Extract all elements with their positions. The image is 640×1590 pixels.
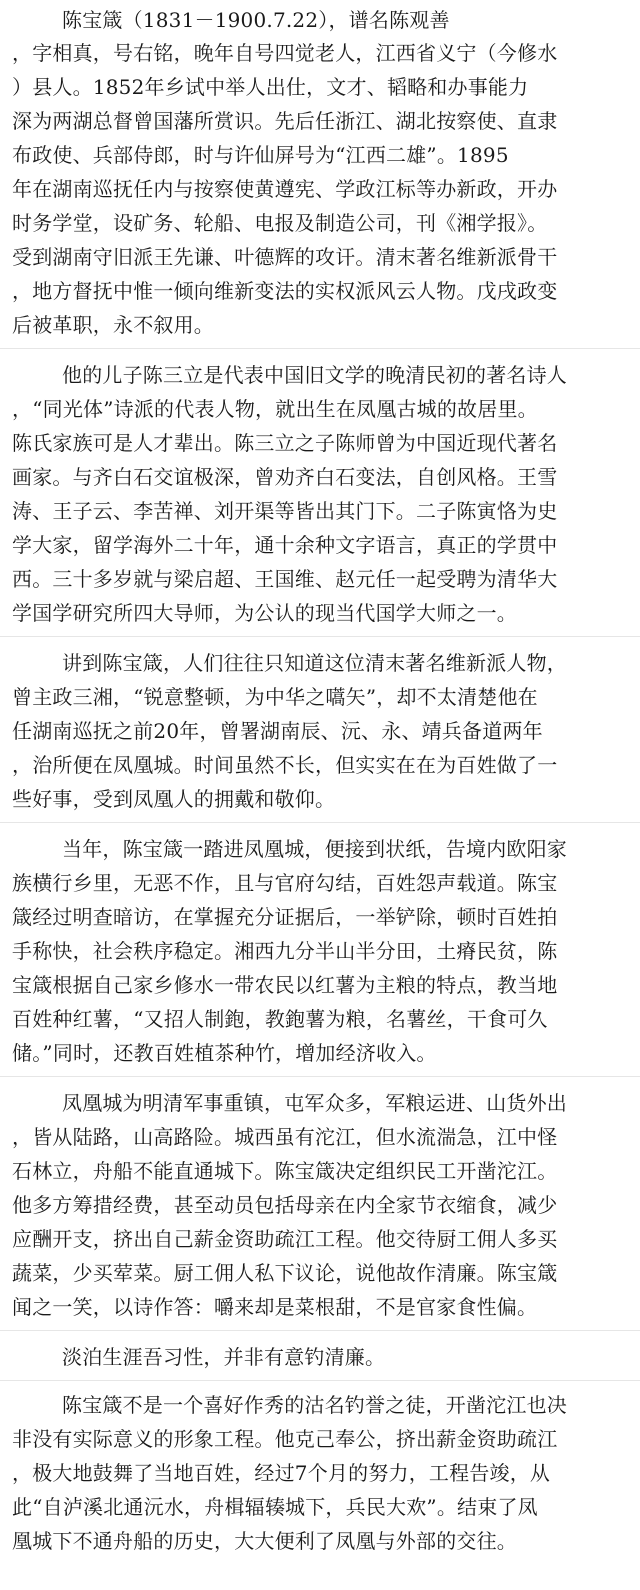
paragraph-line: 年在湖南巡抚任内与按察使黄遵宪、学政江标等办新政，开办 [12,177,558,201]
paragraph-divider [0,822,640,823]
paragraph-line: 学大家，留学海外二十年，通十余种文字语言，真正的学贯中 [12,533,558,557]
paragraph-line: 讲到陈宝箴，人们往往只知道这位清末著名维新派人物， [62,651,567,675]
paragraph-line: 箴经过明查暗访，在掌握充分证据后，一举铲除，顿时百姓拍 [12,905,558,929]
paragraph-line: 曾主政三湘，“锐意整顿，为中华之嚆矢”，却不太清楚他在 [12,685,538,709]
paragraph-line: 陈氏家族可是人才辈出。陈三立之子陈师曾为中国近现代著名 [12,431,558,455]
paragraph-line: 凤凰城为明清军事重镇，屯军众多，军粮运进、山货外出 [62,1091,567,1115]
paragraph-line: 陈宝箴不是一个喜好作秀的沽名钓誉之徒，开凿沱江也决 [62,1393,567,1417]
paragraph-line: 蔬菜，少买荤菜。厨工佣人私下议论，说他故作清廉。陈宝箴 [12,1261,558,1285]
paragraph-line: ，地方督抚中惟一倾向维新变法的实权派风云人物。戊戌政变 [12,279,558,303]
paragraph-line: ）县人。1852年乡试中举人出仕，文才、韬略和办事能力 [12,75,529,99]
paragraph-line: 陈宝箴（1831－1900.7.22），谱名陈观善 [62,8,450,32]
paragraph-line: 学国学研究所四大导师，为公认的现当代国学大师之一。 [12,601,517,625]
paragraph-line: 他的儿子陈三立是代表中国旧文学的晚清民初的著名诗人 [62,363,567,387]
paragraph-line: 后被革职，永不叙用。 [12,313,214,337]
paragraph-line: 闻之一笑，以诗作答：嚼来却是菜根甜，不是官家食性偏。 [12,1295,538,1319]
paragraph-divider [0,348,640,349]
paragraph-line: 淡泊生涯吾习性，并非有意钓清廉。 [62,1345,386,1369]
paragraph-divider [0,1330,640,1331]
paragraph-line: 些好事，受到凤凰人的拥戴和敬仰。 [12,787,336,811]
paragraph-line: 储。”同时，还教百姓植茶种竹，增加经济收入。 [12,1041,437,1065]
paragraph-line: 石林立，舟船不能直通城下。陈宝箴决定组织民工开凿沱江。 [12,1159,558,1183]
paragraph-divider [0,1380,640,1381]
paragraph-line: 深为两湖总督曾国藩所赏识。先后任浙江、湖北按察使、直隶 [12,109,558,133]
paragraph-line: 非没有实际意义的形象工程。他克己奉公，挤出薪金资助疏江 [12,1427,558,1451]
paragraph-divider [0,636,640,637]
paragraph-line: 他多方筹措经费，甚至动员包括母亲在内全家节衣缩食，减少 [12,1193,558,1217]
paragraph-line: 时务学堂，设矿务、轮船、电报及制造公司，刊《湘学报》。 [12,211,548,235]
paragraph-line: ，治所便在凤凰城。时间虽然不长，但实实在在为百姓做了一 [12,753,558,777]
paragraph-line: ，“同光体”诗派的代表人物，就出生在凤凰古城的故居里。 [12,397,538,421]
paragraph-line: 任湖南巡抚之前20年，曾署湖南辰、沅、永、靖兵备道两年 [12,719,543,743]
paragraph-line: 此“自泸溪北通沅水，舟楫辐辏城下，兵民大欢”。结束了凤 [12,1495,538,1519]
paragraph-line: 西。三十多岁就与梁启超、王国维、赵元任一起受聘为清华大 [12,567,558,591]
paragraph-line: 宝箴根据自己家乡修水一带农民以红薯为主粮的特点，教当地 [12,973,558,997]
paragraph-line: 百姓种红薯，“又招人制鉋，教鉋薯为粮，名薯丝，干食可久 [12,1007,548,1031]
paragraph-divider [0,1076,640,1077]
paragraph-line: 受到湖南守旧派王先谦、叶德辉的攻讦。清末著名维新派骨干 [12,245,558,269]
paragraph-line: 当年，陈宝箴一踏进凤凰城，便接到状纸，告境内欧阳家 [62,837,567,861]
paragraph-line: 涛、王子云、李苦禅、刘开渠等皆出其门下。二子陈寅恪为史 [12,499,558,523]
paragraph-line: 布政使、兵部侍郎，时与许仙屏号为“江西二雄”。1895 [12,143,509,167]
paragraph-line: 手称快，社会秩序稳定。湘西九分半山半分田，土瘠民贫，陈 [12,939,558,963]
paragraph-line: ，极大地鼓舞了当地百姓，经过7个月的努力，工程告竣，从 [12,1461,551,1485]
paragraph-line: 凰城下不通舟船的历史，大大便利了凤凰与外部的交往。 [12,1529,517,1553]
paragraph-line: 族横行乡里，无恶不作，且与官府勾结，百姓怨声载道。陈宝 [12,871,558,895]
paragraph-line: 应酬开支，挤出自己薪金资助疏江工程。他交待厨工佣人多买 [12,1227,558,1251]
paragraph-line: ，皆从陆路，山高路险。城西虽有沱江，但水流湍急，江中怪 [12,1125,558,1149]
paragraph-line: ，字相真，号右铭，晚年自号四觉老人，江西省义宁（今修水 [12,41,558,65]
paragraph-line: 画家。与齐白石交谊极深，曾劝齐白石变法，自创风格。王雪 [12,465,558,489]
